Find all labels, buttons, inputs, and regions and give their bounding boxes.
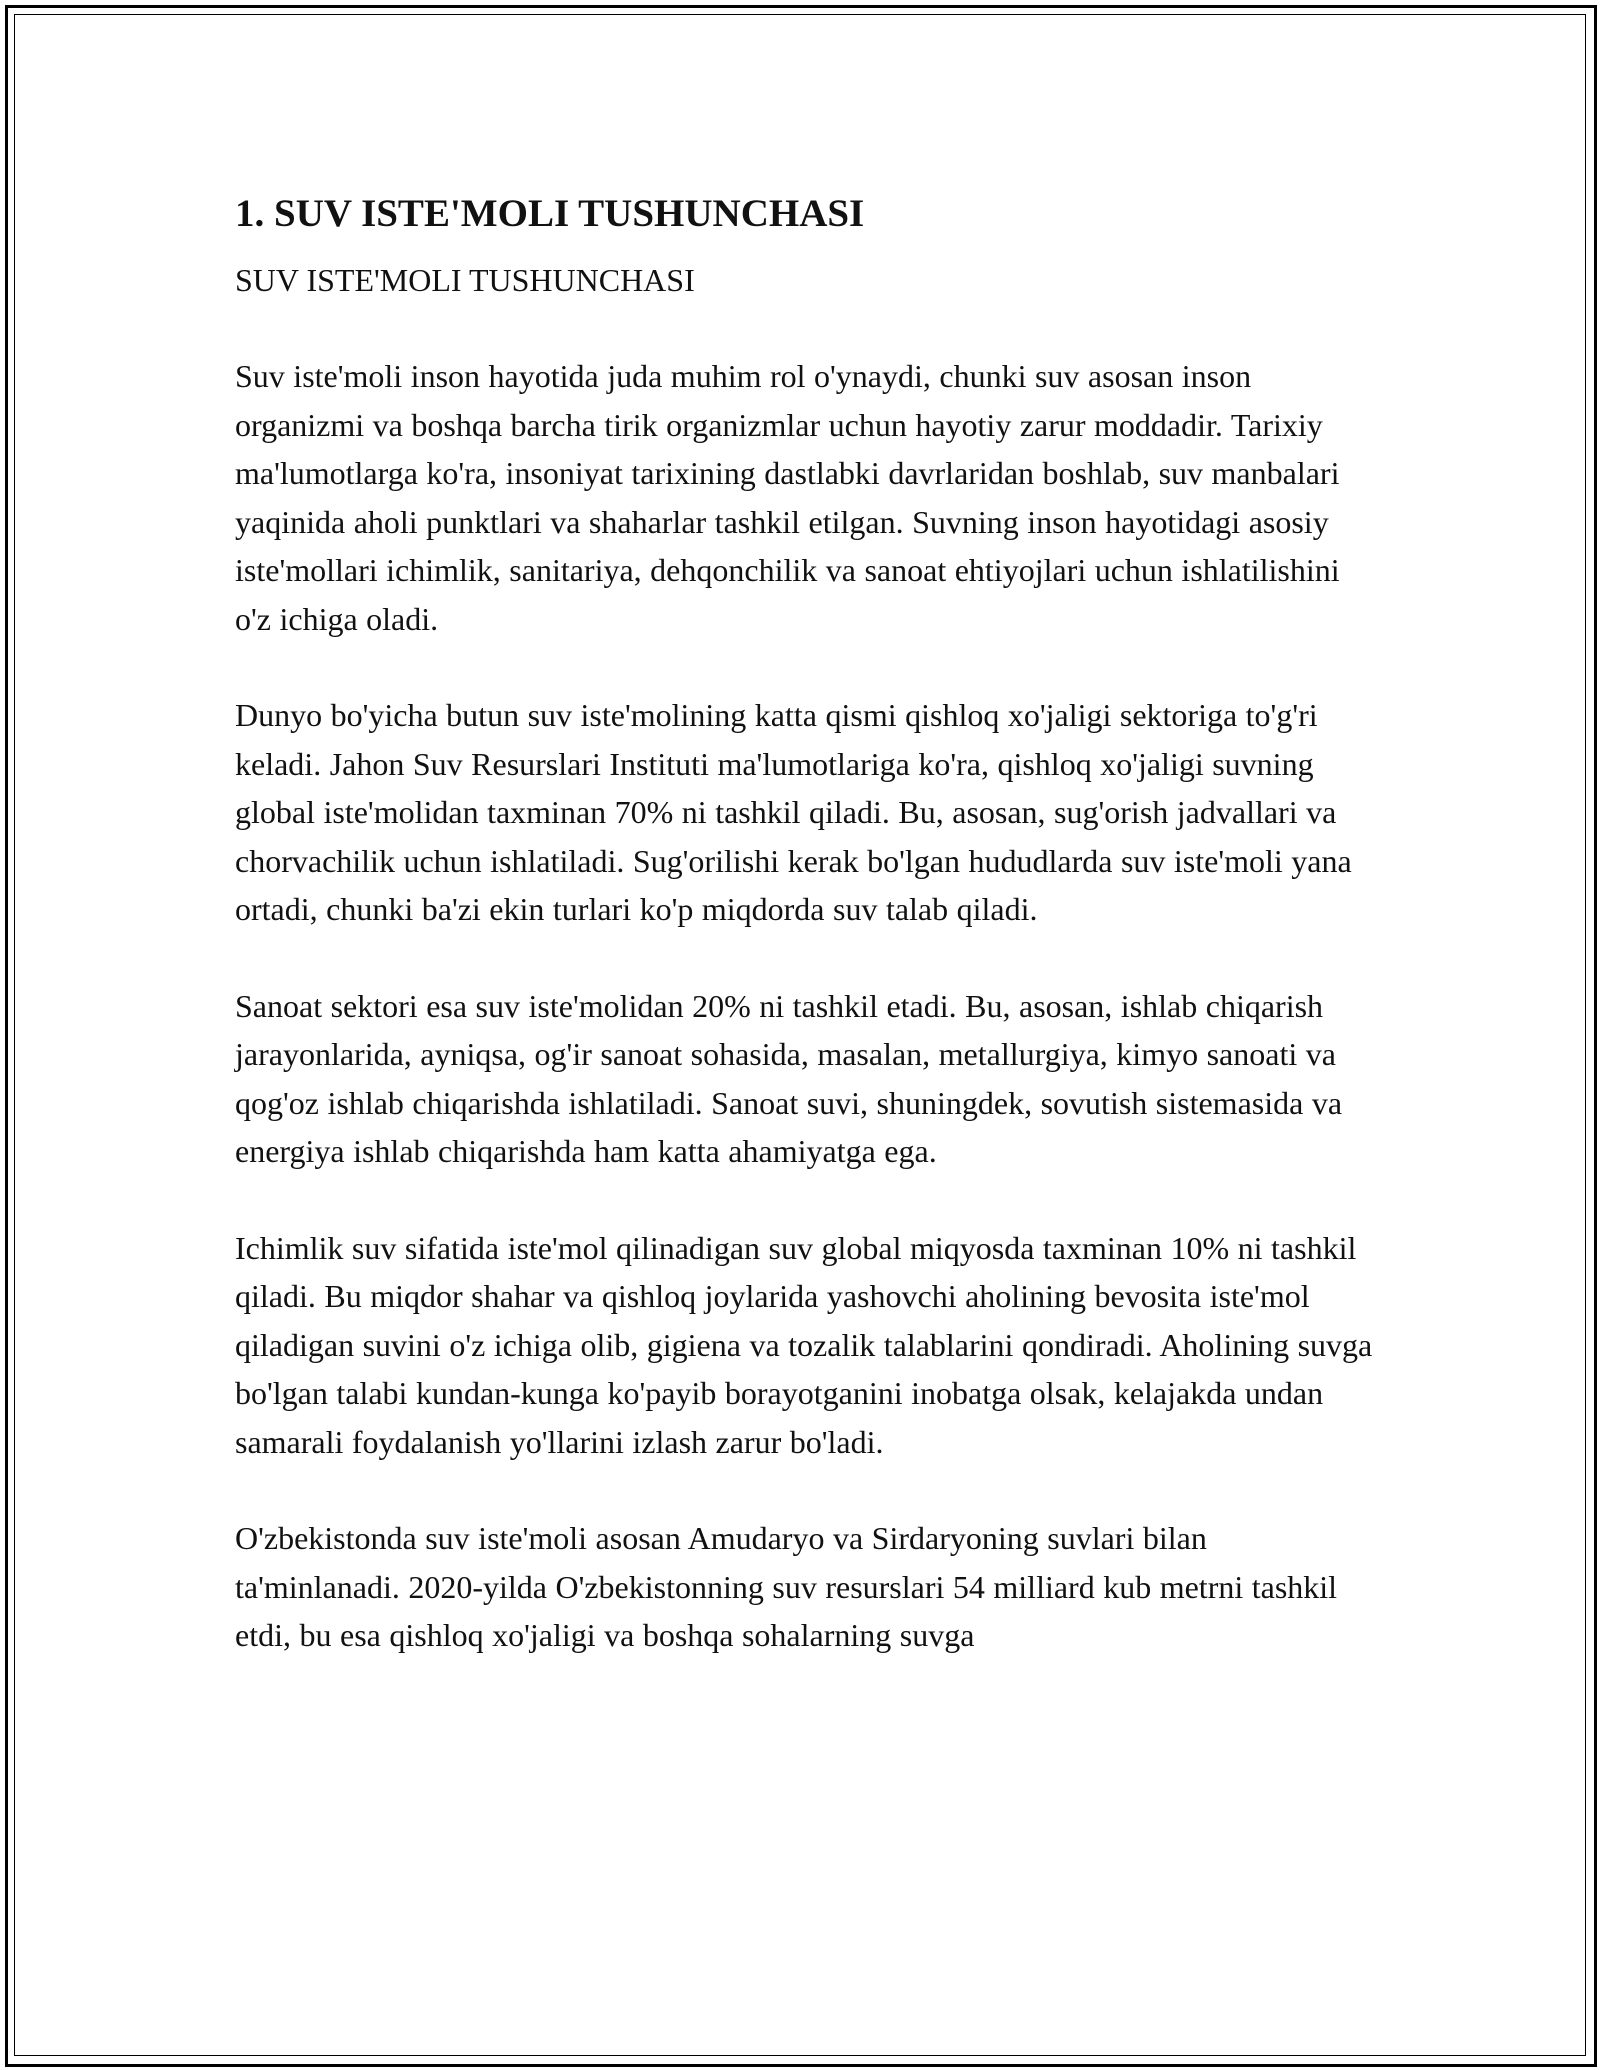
page-title: 1. SUV ISTE'MOLI TUSHUNCHASI [235,192,865,235]
document-body [235,186,1375,1660]
paragraph-3: Sanoat sektori esa suv iste'molidan 20% ni tashkil etadi. Bu, asosan, ishlab chiqarish jarayonlarida, ayniqsa, og'ir sanoat sohasida, masalan, metallurgiya, kimyo sanoati va qog'oz ishlab chiqarishda ishlatiladi. Sanoat suvi, shuningdek, sovutish sistemasida va energiya ishlab chiqarishda ham katta ahamiyatga ega. [235,987,1343,1169]
paragraph-2: Dunyo bo'yicha butun suv iste'molining katta qismi qishloq xo'jaligi sektoriga to'g'ri keladi. Jahon Suv Resurslari Instituti ma'lumotlariga ko'ra, qishloq xo'jaligi suvning global iste'molidan taxminan 70% ni tashkil qiladi. Bu, asosan, sug'orish jadvallari va chorvachilik uchun ishlatiladi. Sug'orilishi kerak bo'lgan hududlarda suv iste'moli yana ortadi, chunki ba'zi ekin turlari ko'p miqdorda suv talab qiladi. [235,697,1352,927]
paragraph-5: O'zbekistonda suv iste'moli asosan Amudaryo va Sirdaryoning suvlari bilan ta'minlanadi. 2020-yilda O'zbekistonning suv resurslari 54 milliard kub metrni tashkil etdi, bu esa qishloq xo'jaligi va boshqa sohalarning suvga [235,1520,1338,1653]
section-subtitle: SUV ISTE'MOLI TUSHUNCHASI [235,262,695,298]
paragraph-4: Ichimlik suv sifatida iste'mol qilinadigan suv global miqyosda taxminan 10% ni tashkil qiladi. Bu miqdor shahar va qishloq joylarida yashovchi aholining bevosita iste'mol qiladigan suvini o'z ichiga olib, gigiena va tozalik talablarini qondiradi. Aholining suvga bo'lgan talabi kundan-kunga ko'payib borayotganini inobatga olsak, kelajakda undan samarali foydalanish yo'llarini izlash zarur bo'ladi. [235,1229,1373,1460]
paragraph-1: Suv iste'moli inson hayotida juda muhim rol o'ynaydi, chunki suv asosan inson organizmi va boshqa barcha tirik organizmlar uchun hayotiy zarur moddadir. Tarixiy ma'lumotlarga ko'ra, insoniyat tarixining dastlabki davrlaridan boshlab, suv manbalari yaqinida aholi punktlari va shaharlar tashkil etilgan. Suvning inson hayotidagi asosiy iste'mollari ichimlik, sanitariya, dehqonchilik va sanoat ehtiyojlari uchun ishlatilishini o'z ichiga oladi. [235,358,1340,637]
